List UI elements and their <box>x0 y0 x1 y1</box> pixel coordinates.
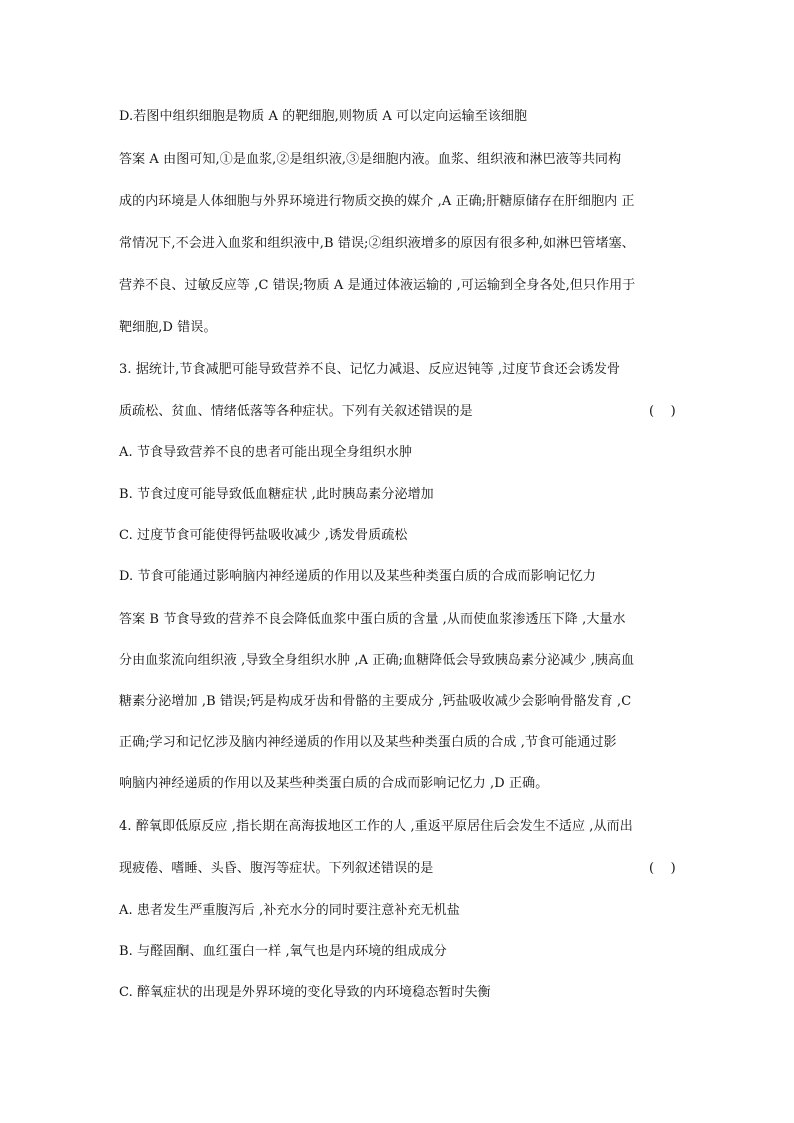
q3-option-a: A. 节食导致营养不良的患者可能出现全身组织水肿 <box>119 445 413 460</box>
q3-answer-line-4: 正确;学习和记忆涉及脑内神经递质的作用以及某些种类蛋白质的合成 ,节食可能通过影 <box>119 735 617 750</box>
q4-stem-line-2: 现疲倦、嗜睡、头昏、腹泻等症状。下列叙述错误的是 <box>119 861 434 876</box>
q2-answer-line-3: 常情况下,不会进入血浆和组织液中,B 错误;②组织液增多的原因有很多种,如淋巴管堵塞、 <box>119 236 635 251</box>
q2-answer-line-5: 靶细胞,D 错误。 <box>119 320 217 335</box>
q3-option-d: D. 节食可能通过影响脑内神经递质的作用以及某些种类蛋白质的合成而影响记忆力 <box>119 569 597 584</box>
q3-answer-line-3: 糖素分泌增加 ,B 错误;钙是构成牙齿和骨骼的主要成分 ,钙盐吸收减少会影响骨骼发育 ,C <box>119 694 632 709</box>
q2-answer-line-2: 成的内环境是人体细胞与外界环境进行物质交换的媒介 ,A 正确;肝糖原储存在肝细胞内 正 <box>119 194 635 209</box>
q3-answer-line-2: 分由血浆流向组织液 ,导致全身组织水肿 ,A 正确;血糖降低会导致胰岛素分泌减少 ,胰高血 <box>119 653 635 668</box>
q2-option-d: D.若图中组织细胞是物质 A 的靶细胞,则物质 A 可以定向运输至该细胞 <box>119 109 528 124</box>
q3-option-c: C. 过度节食可能使得钙盐吸收减少 ,诱发骨质疏松 <box>119 528 408 543</box>
q4-answer-bracket: ( ) <box>649 861 676 876</box>
q4-option-c: C. 醉氧症状的出现是外界环境的变化导致的内环境稳态暂时失衡 <box>119 985 491 1000</box>
q3-stem-line-1: 3. 据统计,节食减肥可能导致营养不良、记忆力减退、反应迟钝等 ,过度节食还会诱发骨 <box>119 362 621 377</box>
q3-answer-bracket: ( ) <box>649 404 676 419</box>
q4-option-b: B. 与醛固酮、血红蛋白一样 ,氧气也是内环境的组成成分 <box>119 944 447 959</box>
q3-answer-line-5: 响脑内神经递质的作用以及某些种类蛋白质的合成而影响记忆力 ,D 正确。 <box>119 776 549 791</box>
q4-option-a: A. 患者发生严重腹泻后 ,补充水分的同时要注意补充无机盐 <box>119 903 460 918</box>
q3-answer-line-1: 答案 B 节食导致的营养不良会降低血浆中蛋白质的含量 ,从而使血浆渗透压下降 ,大量水 <box>119 612 626 627</box>
q3-option-b: B. 节食过度可能导致低血糖症状 ,此时胰岛素分泌增加 <box>119 487 434 502</box>
q2-answer-line-4: 营养不良、过敏反应等 ,C 错误;物质 A 是通过体液运输的 ,可运输到全身各处,但只作用于 <box>119 278 636 293</box>
q3-stem-line-2: 质疏松、贫血、情绪低落等各种症状。下列有关叙述错误的是 <box>119 404 473 419</box>
q4-stem-line-1: 4. 醉氧即低原反应 ,指长期在高海拔地区工作的人 ,重返平原居住后会发生不适应 ,从而出 <box>119 819 633 834</box>
q2-answer-line-1: 答案 A 由图可知,①是血浆,②是组织液,③是细胞内液。血浆、组织液和淋巴液等共同构 <box>119 152 622 167</box>
